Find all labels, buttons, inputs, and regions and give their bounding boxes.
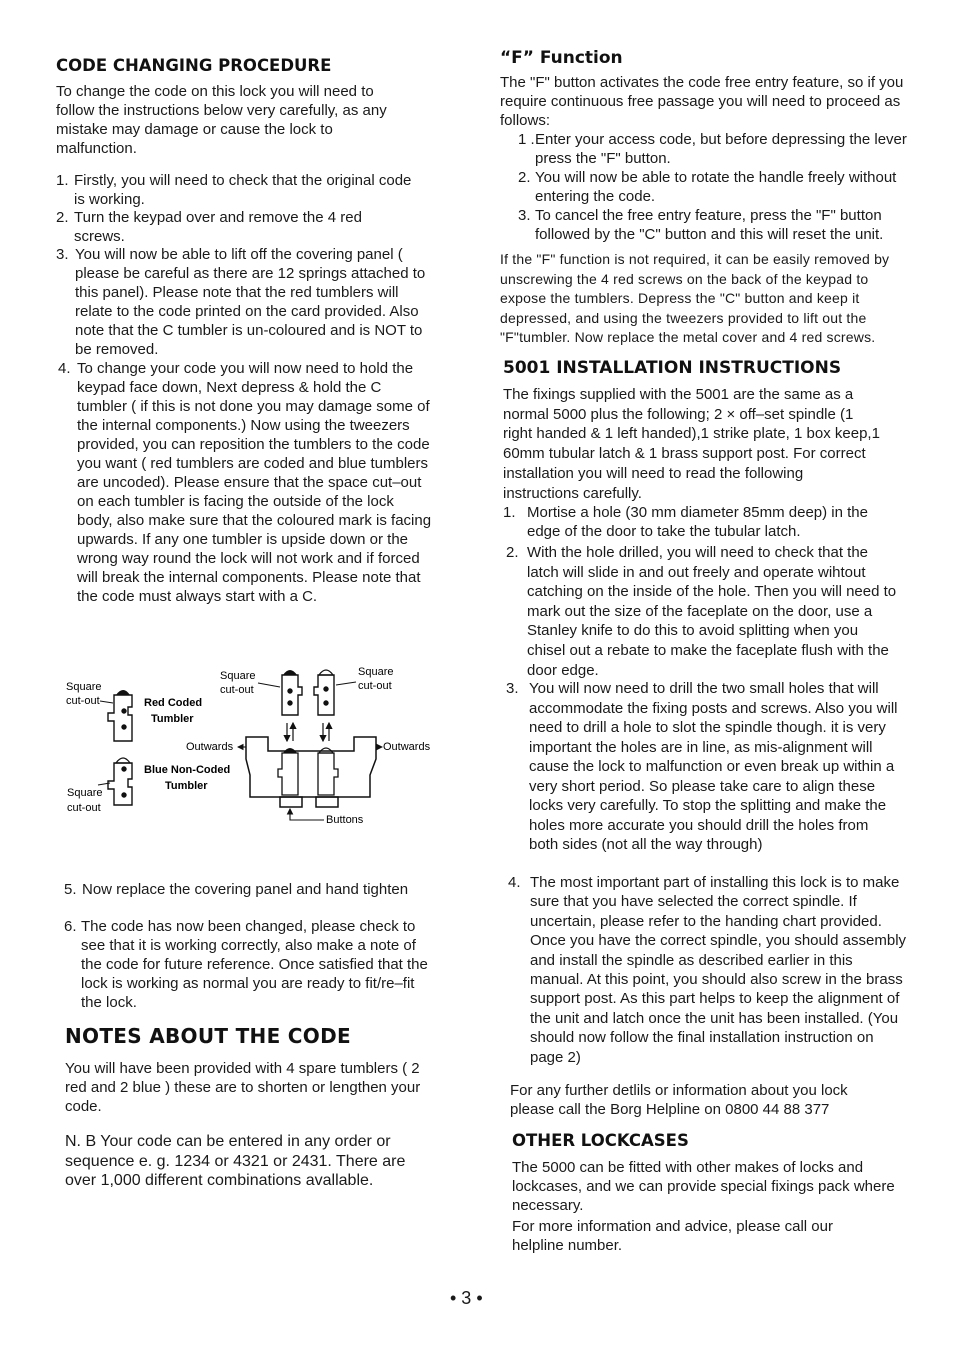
buttons-label: Buttons: [326, 814, 364, 826]
top-tumbler-right-shape: [314, 675, 334, 715]
blue-noncoded-label-b: Tumbler: [165, 780, 208, 792]
outwards-right-label: Outwards: [383, 741, 431, 753]
installation-intro: The fixings supplied with the 5001 are the same as a normal 5000 plus the following; 2 × off–set spindle (1 right handed & 1 left handed),1 strike plate, 1 box keep,1 60mm tubular latch & 1 brass support post. For correct installation you will need to read the following instructions carefully.: [503, 386, 880, 502]
code-step-4: 4. To change your code you will now need to hold the keypad face down, Next depress & hold the C tumbler ( if this is not done you may damage some of the internal components.) Now using the tweezers provided, you can reposition the tumblers to the code you want ( red tumblers are coded and blue tumblers are uncoded). Please ensure that the space cut–out on each tumbler is facing the outside of the lock body, also make sure that the coloured mark is facing upwards. If any one tumbler is upside down or the wrong way round the lock will not work and if forced will break the internal components. Please note that the code must always start with a C.: [58, 360, 432, 605]
other-p2: For more information and advice, please call our helpline number.: [512, 1218, 833, 1254]
f-step-1: 1 . Enter your access code, but before depressing the lever press the "F" button.: [518, 131, 907, 167]
code-step-6: 6. The code has now been changed, please check to see that it is working correctly, also make a note of the code for future reference. Once satisfied that the lock is working as normal you are ready to fit/re–fit the lock.: [64, 918, 428, 1011]
square-cutout-label-2b: cut-out: [220, 684, 254, 696]
f-function-intro: The "F" button activates the code free entry feature, so if you require continuous free passage you will need to proceed as follows:: [500, 74, 904, 129]
notes-p1: You will have been provided with 4 spare tumblers ( 2 red and 2 blue ) these are to shorten or lengthen your code.: [65, 1060, 421, 1115]
square-cutout-label-4b: cut-out: [67, 802, 101, 814]
code-changing-intro: To change the code on this lock you will need to follow the instructions below very carefully, as any mistake may damage or cause the lock to malfunction.: [56, 83, 387, 157]
square-cutout-label-3b: cut-out: [358, 680, 392, 692]
top-tumbler-left-shape: [282, 675, 302, 715]
helpline-text: For any further detlils or information about you lock please call the Borg Helpline on 0800 44 88 377: [510, 1082, 848, 1118]
lock-body-shape: [246, 737, 376, 807]
install-step-3: 3. You will now need to drill the two small holes that will accommodate the fixing posts and screws. Also you will need to drill a hole to slot the spindle though. it is very important the holes are in line, as mis-alignment will cause the lock to malfunction or even break up within a very short period. So please take care to align these locks very carefully. To stop the splitting and make the holes more accurate you should drill the holes from both sides (not all the way through): [506, 680, 898, 853]
install-step-2: 2. With the hole drilled, you will need to check that the latch will slide in and out freely and operate wihtout catching on the inside of the hole. Then you will need to mark out the size of the faceplate on the door, use a Stanley knife to do this to avoid splitting when you chisel out a rebate to make the faceplate flush with the door edge.: [506, 544, 897, 679]
square-cutout-label-1: Square: [66, 681, 102, 693]
code-step-1: 1. Firstly, you will need to check that the original code is working.: [56, 172, 412, 208]
square-cutout-label-4: Square: [67, 787, 103, 799]
red-coded-tumbler-shape: [108, 695, 132, 741]
notes-p2: N. B Your code can be entered in any order or sequence e. g. 1234 or 4321 or 2431. There are over 1,000 different combinations avallable.: [65, 1133, 406, 1189]
installation-heading: 5001 INSTALLATION INSTRUCTIONS: [503, 358, 842, 378]
page-number: • 3 •: [450, 1288, 483, 1308]
square-cutout-label-1b: cut-out: [66, 695, 100, 707]
red-mark-icon: [116, 690, 130, 695]
blue-noncoded-tumbler-shape: [108, 763, 132, 805]
install-step-1: 1. Mortise a hole (30 mm diameter 85mm deep) in the edge of the door to take the tubular latch.: [503, 504, 868, 540]
red-coded-label: Red Coded: [144, 697, 203, 709]
outwards-left-label: Outwards: [186, 741, 234, 753]
f-function-note: If the "F" function is not required, it can be easily removed by unscrewing the 4 red screws on the back of the keypad to expose the tumblers. Depress the "C" button and keep it depressed, and using the tweezers provided to lift out the "F"tumbler. Now replace the metal cover and 4 red screws.: [500, 251, 890, 345]
square-cutout-label-2: Square: [220, 670, 256, 682]
f-function-heading: “F” Function: [500, 48, 623, 68]
other-lockcases-heading: OTHER LOCKCASES: [512, 1131, 689, 1150]
code-changing-heading: CODE CHANGING PROCEDURE: [56, 56, 332, 75]
install-step-4: 4. The most important part of installing this lock is to make sure that you have selected the correct spindle. If uncertain, please refer to the handing chart provided. Once you have the correct spindle, you should assembly and install the spindle as described earlier in this manual. At this point, you should also screw in the brass support post. As this part helps to keep the alignment of the unit and latch once the unit has been installed. (You should now follow the final installation instruction on page 2): [508, 874, 907, 1066]
notes-heading: NOTES ABOUT THE CODE: [65, 1024, 351, 1048]
square-cutout-label-3: Square: [358, 666, 394, 678]
code-step-3: 3. You will now be able to lift off the covering panel ( please be careful as there are 12 springs attached to this panel). Please note that the red tumblers will relate to the code printed on the card provided. Also note that the C tumbler is un-coloured and is NOT to be removed.: [56, 246, 426, 358]
blue-noncoded-label: Blue Non-Coded: [144, 764, 231, 776]
red-coded-label-b: Tumbler: [151, 713, 194, 725]
other-p1: The 5000 can be fitted with other makes of locks and lockcases, and we can provide special fixings pack where necessary.: [512, 1159, 895, 1214]
f-step-2: 2. You will now be able to rotate the handle freely without entering the code.: [518, 169, 897, 205]
f-step-3: 3. To cancel the free entry feature, press the "F" button followed by the "C" button and this will reset the unit.: [518, 207, 884, 243]
code-step-2: 2. Turn the keypad over and remove the 4 red screws.: [56, 209, 362, 245]
code-step-5: 5. Now replace the covering panel and hand tighten: [64, 881, 409, 898]
tumbler-diagram: [0, 655, 470, 855]
